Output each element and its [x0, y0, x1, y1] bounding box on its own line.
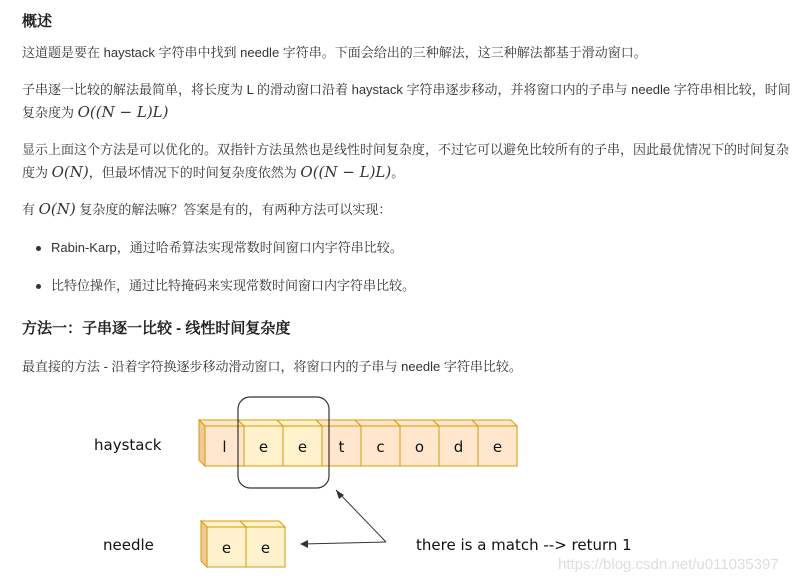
needle-char: e — [221, 539, 232, 557]
haystack-char: d — [453, 438, 464, 456]
haystack-char: t — [338, 438, 345, 456]
paragraph: 有 O(N) 复杂度的解法嘛？答案是有的，有两种方法可以实现： — [22, 200, 392, 218]
haystack-label: haystack — [94, 436, 162, 454]
haystack-cell-top — [316, 420, 361, 426]
needle-char: e — [260, 539, 271, 557]
haystack-char: o — [414, 438, 425, 456]
haystack-cell-side — [199, 420, 205, 466]
paragraph: 子串逐一比较的解法最简单，将长度为 L 的滑动窗口沿着 haystack 字符串逐步移动，并将窗口内的子串与 needle 字符串相比较，时间复杂度为 O((N − L)L) — [22, 82, 791, 121]
haystack-cell-top — [199, 420, 244, 426]
arrow-line — [336, 490, 386, 542]
haystack-cell-top — [238, 420, 283, 426]
match-text: there is a match --> return 1 — [416, 536, 632, 554]
haystack-char: e — [258, 438, 269, 456]
needle-cell-top — [240, 521, 285, 527]
paragraph: 显示上面这个方法是可以优化的。双指针方法虽然也是线性时间复杂度，不过它可以避免比较所有的子串，因此最优情况下的时间复杂度为 O(N)，但最坏情况下的时间复杂度依然为 O((N − L)L)。 — [22, 142, 790, 181]
list-item: 比特位操作，通过比特掩码来实现常数时间窗口内字符串比较。 — [36, 275, 415, 294]
paragraph: 最直接的方法 - 沿着字符换逐步移动滑动窗口，将窗口内的子串与 needle 字符串比较。 — [22, 359, 522, 374]
haystack-cell-top — [394, 420, 439, 426]
haystack-char: l — [222, 438, 227, 456]
haystack-cell-top — [433, 420, 478, 426]
haystack-char: e — [297, 438, 308, 456]
haystack-cell-top — [472, 420, 517, 426]
needle-cell-top — [201, 521, 246, 527]
haystack-cell-top — [355, 420, 400, 426]
needle-cell-side — [201, 521, 207, 567]
haystack-char: e — [492, 438, 503, 456]
arrow-line — [302, 542, 386, 544]
method1-title: 方法一：子串逐一比较 - 线性时间复杂度 — [22, 320, 291, 337]
haystack-char: c — [376, 438, 385, 456]
watermark: https://blog.csdn.net/u011035397 — [558, 556, 779, 573]
paragraph: 这道题是要在 haystack 字符串中找到 needle 字符串。下面会给出的三种解法，这三种解法都基于滑动窗口。 — [22, 45, 647, 60]
list-item: Rabin-Karp，通过哈希算法实现常数时间窗口内字符串比较。 — [36, 237, 403, 256]
haystack-cell-top — [277, 420, 322, 426]
needle-label: needle — [103, 536, 154, 554]
arrow-head-icon — [300, 540, 308, 548]
overview-title: 概述 — [22, 13, 53, 30]
